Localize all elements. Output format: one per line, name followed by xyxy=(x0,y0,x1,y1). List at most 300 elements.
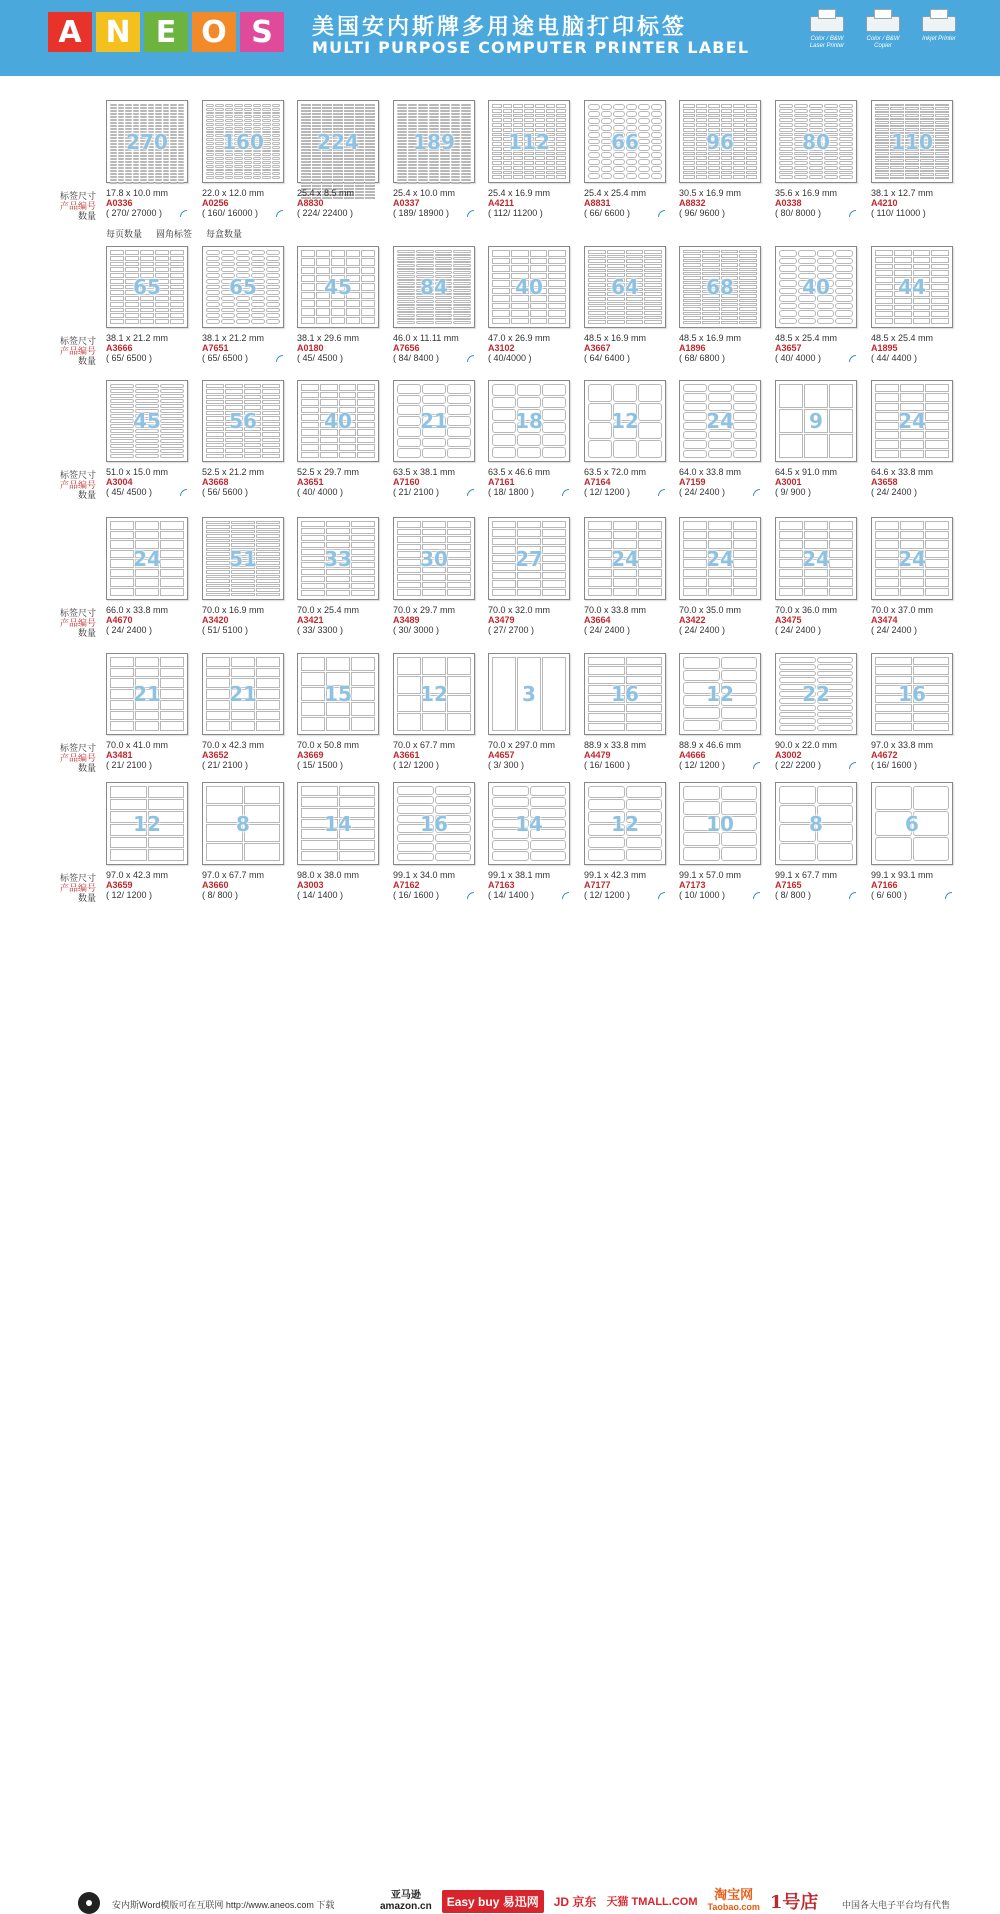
label-sheet-preview xyxy=(584,380,666,462)
label-size: 30.5 x 16.9 mm xyxy=(679,188,742,198)
labels-per-sheet: 56 xyxy=(229,409,257,433)
label-info xyxy=(106,467,202,497)
label-info xyxy=(393,467,489,497)
label-sheet-preview xyxy=(775,782,857,865)
store-logos xyxy=(380,1888,818,1914)
product-code: A3475 xyxy=(775,615,802,625)
label-info xyxy=(202,188,298,218)
label-sheet-preview xyxy=(488,517,570,600)
label-size: 17.8 x 10.0 mm xyxy=(106,188,169,198)
label-size: 70.0 x 50.8 mm xyxy=(297,740,360,750)
label-info xyxy=(584,467,680,497)
quantity: ( 16/ 1600 ) xyxy=(584,760,631,770)
label-sheet-preview xyxy=(202,782,284,865)
label-sheet-preview xyxy=(297,246,379,328)
jd-logo[interactable]: JD 京东 xyxy=(553,1894,597,1909)
quantity: ( 16/ 1600 ) xyxy=(871,760,918,770)
legend-code-label: 产品编号 xyxy=(59,201,96,211)
product-code: A3657 xyxy=(775,343,802,353)
legend-size-label: 标签尺寸 xyxy=(59,470,96,480)
quantity: ( 56/ 5600 ) xyxy=(202,487,249,497)
product-code: A3479 xyxy=(488,615,515,625)
labels-per-sheet: 40 xyxy=(515,275,543,299)
label-cell xyxy=(418,182,428,184)
quantity: ( 24/ 2400 ) xyxy=(871,487,918,497)
label-size: 48.5 x 16.9 mm xyxy=(584,333,647,343)
row-legend xyxy=(50,608,96,638)
label-cell xyxy=(365,185,375,187)
label-cell xyxy=(312,182,322,184)
labels-per-sheet: 8 xyxy=(809,811,823,836)
footer xyxy=(0,940,1000,1913)
quantity: ( 12/ 1200 ) xyxy=(106,890,153,900)
title-english: MULTI PURPOSE COMPUTER PRINTER LABEL xyxy=(312,38,750,57)
legend-code-label: 产品编号 xyxy=(59,346,96,356)
labels-per-sheet: 112 xyxy=(508,129,550,154)
legend-code-label: 产品编号 xyxy=(59,618,96,628)
quantity: ( 110/ 11000 ) xyxy=(871,208,926,218)
amazon-logo[interactable] xyxy=(380,1890,432,1912)
label-sheet-preview xyxy=(106,517,188,600)
label-sheet-preview xyxy=(488,100,570,183)
legend-code-label: 产品编号 xyxy=(59,883,96,893)
product-code: A7163 xyxy=(488,880,515,890)
label-sheet-preview xyxy=(488,653,570,735)
title-chinese: 美国安内斯牌多用途电脑打印标签 xyxy=(312,15,688,40)
legend-size-label: 标签尺寸 xyxy=(59,191,96,201)
label-sheet-preview xyxy=(202,653,284,735)
labels-per-sheet: 15 xyxy=(324,682,352,706)
label-size: 25.4 x 25.4 mm xyxy=(584,188,647,198)
label-info xyxy=(584,333,680,363)
label-sheet-preview xyxy=(202,517,284,600)
label-info xyxy=(584,740,680,770)
label-info xyxy=(584,870,680,900)
label-info xyxy=(297,605,393,635)
label-info xyxy=(775,740,871,770)
labels-per-sheet: 80 xyxy=(802,129,830,154)
labels-per-sheet: 33 xyxy=(324,546,352,571)
easybuy-logo[interactable] xyxy=(442,1890,544,1913)
label-size: 63.5 x 46.6 mm xyxy=(488,467,551,477)
labels-per-sheet: 12 xyxy=(706,682,734,706)
taobao-logo[interactable] xyxy=(707,1888,759,1914)
label-sheet-preview xyxy=(584,100,666,183)
product-code: A7651 xyxy=(202,343,229,353)
legend-size-label: 标签尺寸 xyxy=(59,608,96,618)
label-info xyxy=(775,333,871,363)
labels-per-sheet: 24 xyxy=(898,546,926,571)
product-code: A4670 xyxy=(106,615,133,625)
labels-per-sheet: 40 xyxy=(802,275,830,299)
product-code: A3474 xyxy=(871,615,898,625)
product-code: A3666 xyxy=(106,343,133,353)
label-cell xyxy=(333,182,343,184)
product-code: A3002 xyxy=(775,750,802,760)
label-info xyxy=(393,740,489,770)
quantity: ( 84/ 8400 ) xyxy=(393,353,440,363)
labels-per-sheet: 14 xyxy=(324,811,352,836)
quantity: ( 3/ 300 ) xyxy=(488,760,525,770)
note-per-page: 每页数量 xyxy=(106,229,143,239)
label-sheet-preview xyxy=(775,517,857,600)
label-size: 99.1 x 57.0 mm xyxy=(679,870,742,880)
tmall-logo[interactable]: 天猫 TMALL.COM xyxy=(606,1896,698,1908)
label-info xyxy=(488,467,584,497)
label-sheet-preview xyxy=(679,653,761,735)
label-sheet-preview xyxy=(393,782,475,865)
label-cell xyxy=(365,182,375,184)
label-cell xyxy=(170,182,177,184)
labels-per-sheet: 9 xyxy=(809,409,823,433)
labels-per-sheet: 96 xyxy=(706,129,734,154)
label-info xyxy=(202,333,298,363)
label-size: 66.0 x 33.8 mm xyxy=(106,605,169,615)
legend-size-label: 标签尺寸 xyxy=(59,873,96,883)
label-sheet-preview xyxy=(871,100,953,183)
quantity: ( 8/ 800 ) xyxy=(202,890,239,900)
labels-per-sheet: 24 xyxy=(898,409,926,433)
label-cell xyxy=(355,182,365,184)
product-code: A7166 xyxy=(871,880,898,890)
logo-letter: O xyxy=(192,12,236,52)
labels-per-sheet: 189 xyxy=(413,129,455,154)
label-size: 47.0 x 26.9 mm xyxy=(488,333,551,343)
quantity: ( 15/ 1500 ) xyxy=(297,760,344,770)
product-code: A7161 xyxy=(488,477,515,487)
easybuy-logo-en: Easy buy xyxy=(446,1894,500,1909)
label-cell xyxy=(397,182,407,184)
legend-code-label: 产品编号 xyxy=(59,753,96,763)
label-info xyxy=(871,740,967,770)
row-legend xyxy=(50,873,96,903)
quantity: ( 9/ 900 ) xyxy=(775,487,812,497)
labels-per-sheet: 12 xyxy=(133,811,161,836)
quantity: ( 21/ 2100 ) xyxy=(393,487,440,497)
product-code: A0337 xyxy=(393,198,420,208)
label-sheet-preview xyxy=(393,380,475,462)
printer-caption: Color / B&W Laser Printer xyxy=(809,36,845,49)
labels-per-sheet: 24 xyxy=(611,546,639,571)
label-sheet-preview xyxy=(584,653,666,735)
labels-per-sheet: 21 xyxy=(229,682,257,706)
product-code: A3669 xyxy=(297,750,324,760)
label-size: 99.1 x 34.0 mm xyxy=(393,870,456,880)
printer-caption: Inkjet Printer xyxy=(922,36,956,42)
quantity: ( 68/ 6800 ) xyxy=(679,353,726,363)
label-sheet-preview xyxy=(775,100,857,183)
product-code: A7164 xyxy=(584,477,611,487)
labels-per-sheet: 224 xyxy=(317,129,359,154)
product-code: A3658 xyxy=(871,477,898,487)
label-info xyxy=(679,740,775,770)
label-info xyxy=(202,740,298,770)
quantity: ( 189/ 18900 ) xyxy=(393,208,450,218)
labels-per-sheet: 24 xyxy=(706,409,734,433)
quantity: ( 96/ 9600 ) xyxy=(679,208,726,218)
quantity: ( 14/ 1400 ) xyxy=(297,890,344,900)
label-size: 51.0 x 15.0 mm xyxy=(106,467,169,477)
product-code: A3481 xyxy=(106,750,133,760)
label-info xyxy=(488,188,584,218)
label-size: 98.0 x 38.0 mm xyxy=(297,870,360,880)
label-size: 63.5 x 72.0 mm xyxy=(584,467,647,477)
label-size: 46.0 x 11.11 mm xyxy=(393,333,459,343)
label-size: 52.5 x 29.7 mm xyxy=(297,467,360,477)
label-cell xyxy=(140,182,147,184)
labels-per-sheet: 270 xyxy=(126,129,168,154)
logo-letter: A xyxy=(48,12,92,52)
label-sheet-preview xyxy=(775,380,857,462)
labels-per-sheet: 45 xyxy=(133,409,161,433)
quantity: ( 40/ 4000 ) xyxy=(297,487,344,497)
label-sheet-preview xyxy=(106,246,188,328)
note-round-corner: 圆角标签 xyxy=(156,229,193,239)
label-size: 70.0 x 16.9 mm xyxy=(202,605,265,615)
quantity: ( 270/ 27000 ) xyxy=(106,208,163,218)
labels-per-sheet: 65 xyxy=(133,275,161,299)
label-size: 64.0 x 33.8 mm xyxy=(679,467,742,477)
row-legend xyxy=(50,743,96,773)
product-code: A0256 xyxy=(202,198,229,208)
label-info xyxy=(775,467,871,497)
amazon-logo-zh: 亚马逊 xyxy=(390,1890,421,1901)
label-info xyxy=(679,605,775,635)
label-size: 70.0 x 36.0 mm xyxy=(775,605,838,615)
quantity: ( 16/ 1600 ) xyxy=(393,890,440,900)
label-info xyxy=(488,605,584,635)
labels-per-sheet: 68 xyxy=(706,275,734,299)
label-sheet-preview xyxy=(679,100,761,183)
label-sheet-preview xyxy=(871,517,953,600)
label-size: 48.5 x 25.4 mm xyxy=(775,333,838,343)
label-sheet-preview xyxy=(297,653,379,735)
quantity: ( 40/4000 ) xyxy=(488,353,532,363)
label-info xyxy=(202,605,298,635)
label-size: 97.0 x 42.3 mm xyxy=(106,870,169,880)
label-info xyxy=(393,605,489,635)
label-info xyxy=(871,467,967,497)
product-code: A3003 xyxy=(297,880,324,890)
label-cell xyxy=(355,185,365,187)
label-cell xyxy=(133,182,140,184)
legend-qty-label: 数量 xyxy=(77,763,96,773)
quantity: ( 14/ 1400 ) xyxy=(488,890,535,900)
labels-per-sheet: 18 xyxy=(515,409,543,433)
printer-caption: Color / B&W Copier xyxy=(866,36,900,49)
label-sheet-preview xyxy=(393,246,475,328)
legend-qty-label: 数量 xyxy=(77,211,96,221)
product-code: A4479 xyxy=(584,750,611,760)
quantity: ( 18/ 1800 ) xyxy=(488,487,535,497)
label-cell xyxy=(148,182,155,184)
label-size: 70.0 x 42.3 mm xyxy=(202,740,265,750)
quantity: ( 65/ 6500 ) xyxy=(202,353,249,363)
label-info xyxy=(393,870,489,900)
product-code: A7160 xyxy=(393,477,420,487)
product-code: A3651 xyxy=(297,477,324,487)
label-size: 90.0 x 22.0 mm xyxy=(775,740,838,750)
product-code: A0180 xyxy=(297,343,324,353)
label-sheet-preview xyxy=(775,653,857,735)
product-code: A0338 xyxy=(775,198,802,208)
quantity: ( 24/ 2400 ) xyxy=(584,625,631,635)
label-cell xyxy=(155,182,162,184)
quantity: ( 45/ 4500 ) xyxy=(297,353,344,363)
legend-qty-label: 数量 xyxy=(77,893,96,903)
quantity: ( 112/ 11200 ) xyxy=(488,208,543,218)
quantity: ( 22/ 2200 ) xyxy=(775,760,822,770)
logo-letter: N xyxy=(96,12,140,52)
label-sheet-preview xyxy=(679,782,761,865)
label-info xyxy=(775,605,871,635)
labels-per-sheet: 12 xyxy=(611,409,639,433)
labels-per-sheet: 84 xyxy=(420,275,448,299)
labels-per-sheet: 16 xyxy=(898,682,926,706)
label-info xyxy=(297,188,393,218)
retail-note: 中国各大电子平台均有代售 xyxy=(842,1900,951,1910)
legend-notes xyxy=(106,227,242,240)
labels-per-sheet: 12 xyxy=(611,811,639,836)
label-cell xyxy=(333,185,343,187)
label-info xyxy=(488,333,584,363)
label-size: 70.0 x 25.4 mm xyxy=(297,605,360,615)
quantity: ( 24/ 2400 ) xyxy=(106,625,153,635)
label-size: 48.5 x 16.9 mm xyxy=(679,333,742,343)
legend-qty-label: 数量 xyxy=(77,628,96,638)
legend-qty-label: 数量 xyxy=(77,490,96,500)
quantity: ( 6/ 600 ) xyxy=(871,890,908,900)
label-size: 70.0 x 37.0 mm xyxy=(871,605,934,615)
label-sheet-preview xyxy=(775,246,857,328)
label-info xyxy=(679,188,775,218)
quantity: ( 27/ 2700 ) xyxy=(488,625,535,635)
label-info xyxy=(679,467,775,497)
product-code: A3661 xyxy=(393,750,420,760)
label-size: 48.5 x 25.4 mm xyxy=(871,333,934,343)
label-sheet-preview xyxy=(871,246,953,328)
yhd-logo[interactable]: 1号店 xyxy=(769,1892,819,1913)
label-size: 35.6 x 16.9 mm xyxy=(775,188,838,198)
label-sheet-preview xyxy=(679,517,761,600)
labels-per-sheet: 24 xyxy=(802,546,830,571)
label-size: 70.0 x 35.0 mm xyxy=(679,605,742,615)
labels-per-sheet: 21 xyxy=(133,682,161,706)
product-code: A3652 xyxy=(202,750,229,760)
row-legend xyxy=(50,336,96,366)
labels-per-sheet: 10 xyxy=(706,811,734,836)
label-cell xyxy=(163,182,170,184)
label-sheet-preview xyxy=(871,380,953,462)
label-info xyxy=(584,188,680,218)
label-info xyxy=(106,870,202,900)
label-info xyxy=(393,188,489,218)
label-cell xyxy=(461,182,471,184)
label-cell xyxy=(322,185,332,187)
product-code: A3001 xyxy=(775,477,802,487)
label-info xyxy=(775,188,871,218)
quantity: ( 66/ 6600 ) xyxy=(584,208,631,218)
labels-per-sheet: 6 xyxy=(905,811,919,836)
label-size: 99.1 x 93.1 mm xyxy=(871,870,934,880)
label-cell xyxy=(312,185,322,187)
label-info xyxy=(393,333,489,363)
quantity: ( 8/ 800 ) xyxy=(775,890,812,900)
quantity: ( 10/ 1000 ) xyxy=(679,890,726,900)
quantity: ( 24/ 2400 ) xyxy=(775,625,822,635)
label-info xyxy=(297,870,393,900)
label-sheet-preview xyxy=(393,517,475,600)
label-sheet-preview xyxy=(584,782,666,865)
labels-per-sheet: 44 xyxy=(898,275,926,299)
legend-size-label: 标签尺寸 xyxy=(59,336,96,346)
product-code: A4211 xyxy=(488,198,515,208)
label-cell xyxy=(301,185,311,187)
product-code: A3102 xyxy=(488,343,515,353)
labels-per-sheet: 65 xyxy=(229,275,257,299)
quantity: ( 12/ 1200 ) xyxy=(679,760,726,770)
product-code: A3489 xyxy=(393,615,420,625)
quantity: ( 224/ 22400 ) xyxy=(297,208,354,218)
label-cell xyxy=(301,182,311,184)
quantity: ( 24/ 2400 ) xyxy=(679,487,726,497)
label-cell xyxy=(344,182,354,184)
label-cell xyxy=(440,182,450,184)
label-sheet-preview xyxy=(106,653,188,735)
label-info xyxy=(871,605,967,635)
label-size: 38.1 x 21.2 mm xyxy=(202,333,265,343)
label-size: 63.5 x 38.1 mm xyxy=(393,467,456,477)
quantity: ( 44/ 4400 ) xyxy=(871,353,918,363)
label-info xyxy=(106,188,202,218)
labels-per-sheet: 40 xyxy=(324,409,352,433)
label-size: 64.6 x 33.8 mm xyxy=(871,467,934,477)
label-sheet-preview xyxy=(297,100,379,183)
labels-per-sheet: 66 xyxy=(611,129,639,154)
labels-per-sheet: 45 xyxy=(324,275,352,299)
labels-per-sheet: 64 xyxy=(611,275,639,299)
product-code: A4666 xyxy=(679,750,706,760)
label-cell xyxy=(125,182,132,184)
label-info xyxy=(202,870,298,900)
label-sheet-preview xyxy=(584,246,666,328)
product-code: A4672 xyxy=(871,750,898,760)
product-code: A3659 xyxy=(106,880,133,890)
product-code: A3420 xyxy=(202,615,229,625)
product-code: A0336 xyxy=(106,198,133,208)
label-size: 70.0 x 41.0 mm xyxy=(106,740,169,750)
legend-size-label: 标签尺寸 xyxy=(59,743,96,753)
label-sheet-preview xyxy=(393,653,475,735)
quantity: ( 33/ 3300 ) xyxy=(297,625,344,635)
quantity: ( 21/ 2100 ) xyxy=(106,760,153,770)
label-info xyxy=(871,870,967,900)
label-size: 38.1 x 29.6 mm xyxy=(297,333,360,343)
labels-per-sheet: 8 xyxy=(236,811,250,836)
label-sheet-preview xyxy=(202,246,284,328)
label-sheet-preview xyxy=(297,380,379,462)
label-size: 25.4 x 10.0 mm xyxy=(393,188,456,198)
quantity: ( 80/ 8000 ) xyxy=(775,208,822,218)
label-sheet-preview xyxy=(202,100,284,183)
label-sheet-preview xyxy=(106,782,188,865)
labels-per-sheet: 30 xyxy=(420,546,448,571)
label-cell xyxy=(344,185,354,187)
label-size: 70.0 x 29.7 mm xyxy=(393,605,456,615)
label-size: 25.4 x 8.5 mm xyxy=(297,188,355,198)
label-sheet-preview xyxy=(297,782,379,865)
labels-per-sheet: 24 xyxy=(133,546,161,571)
